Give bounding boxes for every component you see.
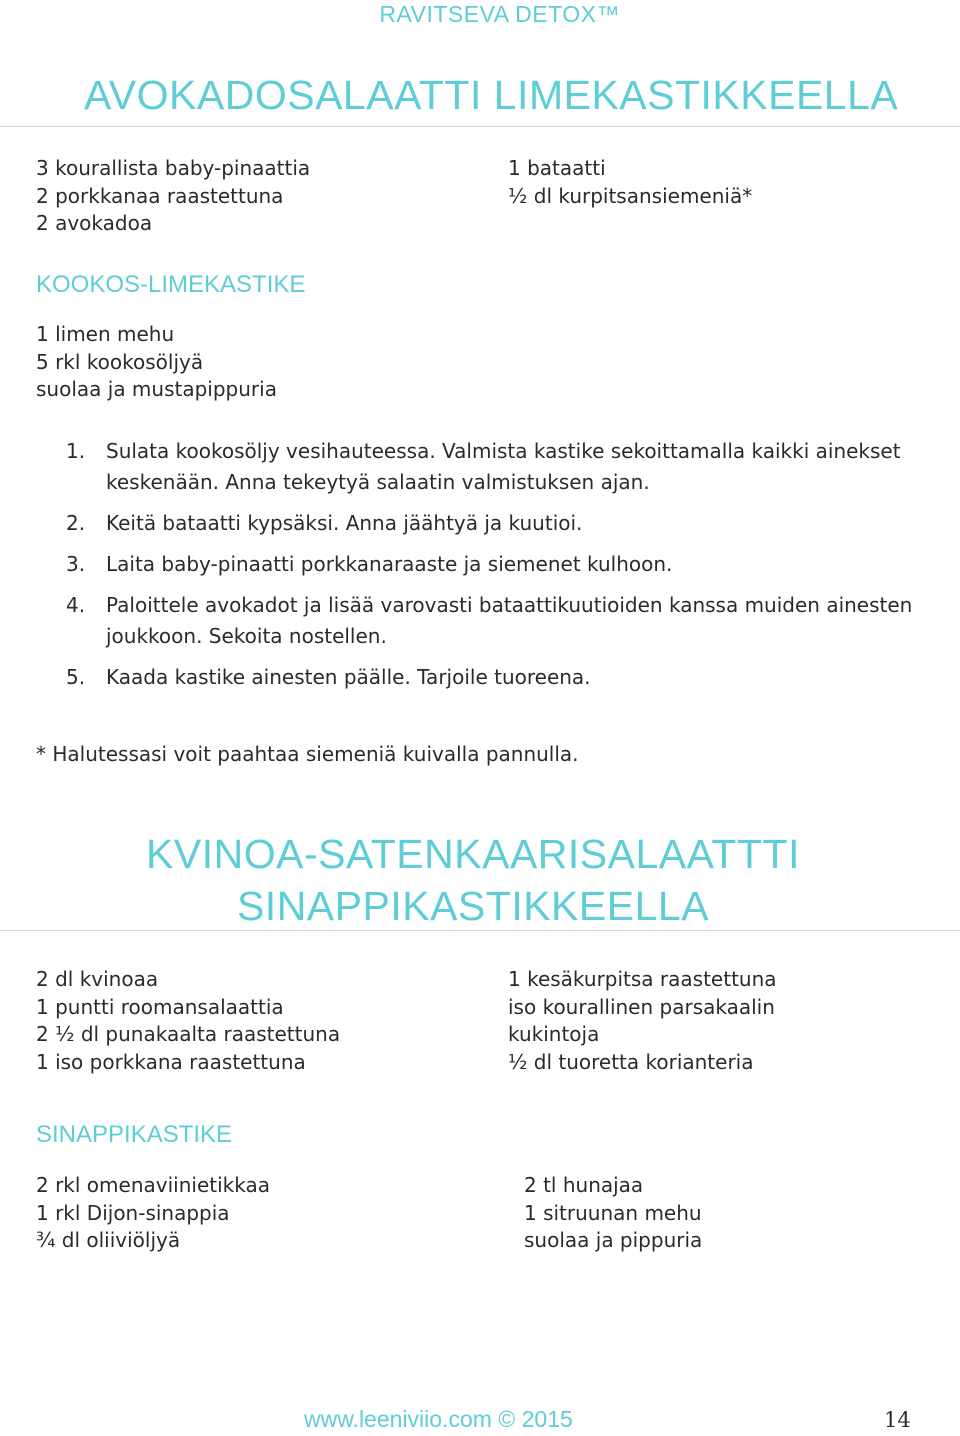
recipe1-sauce-title: KOOKOS-LIMEKASTIKE (36, 271, 306, 298)
recipe1-title: AVOKADOSALAATTI LIMEKASTIKKEELLA (84, 72, 899, 118)
recipe1-ingredients-right (508, 155, 752, 210)
ingredient: suolaa ja mustapippuria (36, 377, 277, 401)
step-item (66, 662, 936, 693)
ingredient: 1 sitruunan mehu (524, 1200, 702, 1225)
footer-website-link[interactable]: www.leeniviio.com © 2015 (304, 1406, 573, 1432)
step-number: 3. (66, 552, 86, 576)
title-divider (0, 930, 960, 931)
ingredient: 2 rkl omenaviinietikkaa (36, 1173, 270, 1197)
recipe2-sauce-title: SINAPPIKASTIKE (36, 1121, 233, 1148)
recipe2-sauce-left (36, 1172, 270, 1255)
brand-header: RAVITSEVA DETOX™ (379, 1, 620, 27)
page-number: 14 (884, 1408, 911, 1432)
recipe2-title-line2: SINAPPIKASTIKKEELLA (236, 883, 710, 929)
recipe2-title (0, 828, 946, 932)
recipe1-ingredients-left (36, 155, 310, 238)
ingredient: 1 rkl Dijon-sinappia (36, 1200, 230, 1225)
step-text: Kaada kastike ainesten päälle. Tarjoile tuoreena. (106, 665, 591, 689)
step-number: 5. (66, 665, 86, 689)
ingredient: 1 puntti roomansalaattia (36, 994, 284, 1019)
recipe1-note: * Halutessasi voit paahtaa siemeniä kuivalla pannulla. (36, 742, 579, 766)
step-number: 1. (66, 439, 86, 463)
ingredient: ½ dl tuoretta korianteria (508, 1049, 754, 1074)
ingredient: 2 tl hunajaa (524, 1173, 644, 1197)
step-text: Keitä bataatti kypsäksi. Anna jäähtyä ja kuutioi. (106, 511, 583, 535)
ingredient: ¾ dl oliiviöljyä (36, 1228, 181, 1252)
step-text: Laita baby-pinaatti porkkanaraaste ja siemenet kulhoon. (106, 552, 673, 576)
ingredient: 1 kesäkurpitsa raastettuna (508, 967, 777, 991)
recipe2-sauce-right (524, 1172, 702, 1255)
step-number: 2. (66, 511, 86, 535)
ingredient: 1 bataatti (508, 156, 606, 180)
step-number: 4. (66, 593, 86, 617)
ingredient: 1 limen mehu (36, 322, 175, 346)
recipe1-sauce-ingredients (36, 321, 277, 404)
recipe2-ingredients-right (508, 966, 777, 1076)
ingredient: suolaa ja pippuria (524, 1228, 703, 1252)
ingredient: 2 dl kvinoaa (36, 967, 159, 991)
ingredient: 2 porkkanaa raastettuna (36, 183, 284, 208)
ingredient: 3 kourallista baby-pinaattia (36, 156, 311, 180)
ingredient: kukintoja (508, 1022, 600, 1046)
ingredient: 2 avokadoa (36, 211, 153, 235)
step-text: Paloittele avokadot ja lisää varovasti bataattikuutioiden kanssa muiden ainesten joukkoon. Sekoita nostellen. (106, 593, 913, 648)
step-item (66, 508, 936, 539)
step-item (66, 590, 936, 652)
step-text: Sulata kookosöljy vesihauteessa. Valmista kastike sekoittamalla kaikki ainekset keskenään. Anna tekeytyä salaatin valmistuksen ajan. (106, 439, 901, 494)
ingredient: iso kourallinen parsakaalin (508, 994, 775, 1019)
ingredient: ½ dl kurpitsansiemeniä* (508, 183, 753, 208)
recipe2-title-line1: KVINOA-SATENKAARISALAATTTI (146, 831, 800, 877)
step-item (66, 436, 936, 498)
ingredient: 1 iso porkkana raastettuna (36, 1049, 306, 1074)
title-divider (0, 126, 960, 127)
ingredient: 5 rkl kookosöljyä (36, 349, 204, 374)
recipe1-steps (66, 436, 936, 703)
recipe2-ingredients-left (36, 966, 340, 1076)
ingredient: 2 ½ dl punakaalta raastettuna (36, 1022, 341, 1046)
step-item (66, 549, 936, 580)
